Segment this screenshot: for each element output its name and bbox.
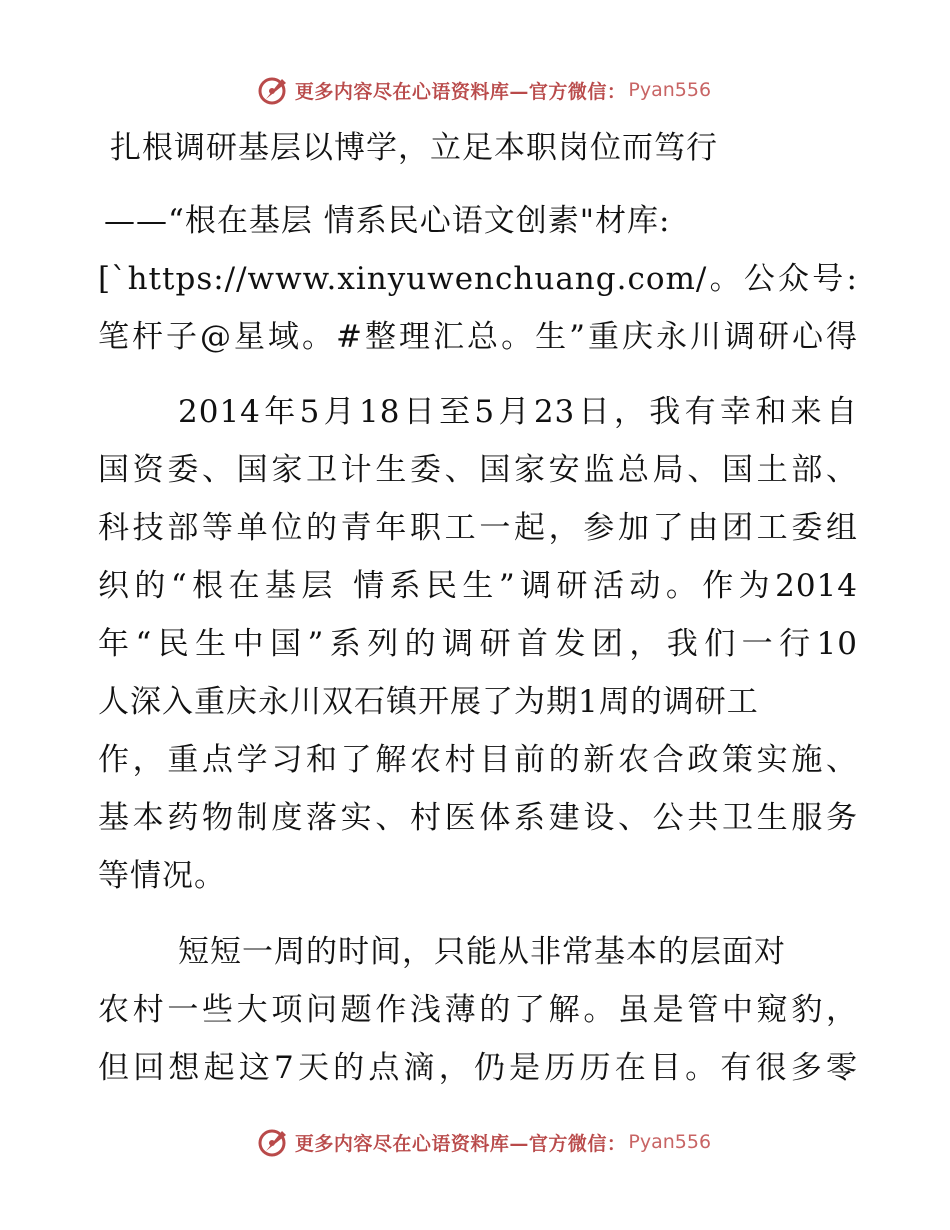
paragraph-line: 年“民生中国”系列的调研首发团，我们一行10 [98,626,858,662]
document-title: 扎根调研基层以博学，立足本职岗位而笃行 [110,130,718,166]
banner-text: 更多内容尽在心语资料库—官方微信： [294,1132,627,1155]
paragraph-line: 短短一周的时间，只能从非常基本的层面对 [178,934,786,970]
paragraph-line: 基本药物制度落实、村医体系建设、公共卫生服务 [98,800,858,836]
header-watermark-banner [0,72,950,108]
banner-account: Pyan556 [628,1131,712,1153]
header-line: ——“根在基层 情系民心语文创素"材库: [104,203,671,239]
paragraph-line: 但回想起这7天的点滴，仍是历历在目。有很多零 [98,1050,858,1086]
banner-account: Pyan556 [628,79,712,101]
paragraph-line: 织的“根在基层 情系民生”调研活动。作为2014 [98,568,858,604]
paragraph-line: 等情况。 [98,858,226,894]
pen-nib-logo-icon [257,1125,291,1159]
paragraph-line: 农村一些大项问题作浅薄的了解。虽是管中窥豹， [98,992,858,1028]
paragraph-line: 人深入重庆永川双石镇开展了为期1周的调研工 [98,684,759,720]
paragraph-line: 国资委、国家卫计生委、国家安监总局、国土部、 [98,452,858,488]
header-line: [`https://www.xinyuwenchuang.com/。公众号: [98,261,858,297]
banner-text: 更多内容尽在心语资料库—官方微信： [294,80,627,103]
paragraph-line: 2014年5月18日至5月23日，我有幸和来自 [178,394,858,430]
paragraph-line: 作，重点学习和了解农村目前的新农合政策实施、 [98,742,858,778]
paragraph-line: 科技部等单位的青年职工一起，参加了由团工委组 [98,510,858,546]
pen-nib-logo-icon [257,73,291,107]
header-line: 笔杆子@星域。#整理汇总。生”重庆永川调研心得 [98,319,858,355]
footer-watermark-banner [0,1124,950,1160]
